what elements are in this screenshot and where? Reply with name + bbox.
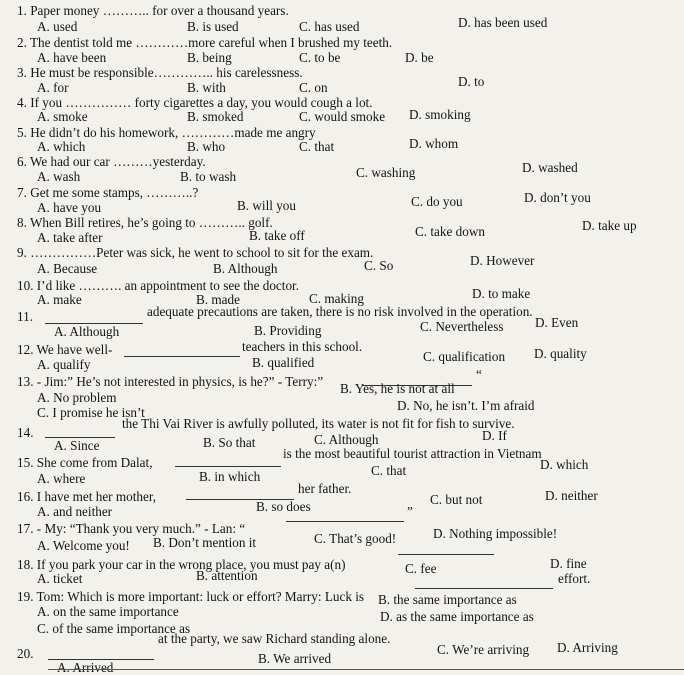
question-19-answer-blank (415, 588, 553, 589)
question-15-option-d: D. which (540, 457, 589, 472)
question-20-option-b: B. We arrived (258, 651, 332, 666)
question-10-option-d: D. to make (472, 286, 531, 301)
question-13-option-d: D. No, he isn’t. I’m afraid (397, 398, 535, 413)
question-2-option-a: A. have been (37, 50, 107, 65)
question-11-option-d: D. Even (535, 315, 579, 330)
question-14-stem-rest: the Thi Vai River is awfully polluted, its water is not fit for fish to survive. (122, 416, 515, 431)
question-2-option-b: B. being (187, 50, 232, 65)
question-11-option-b: B. Providing (254, 323, 322, 338)
question-12-stem-rest: teachers in this school. (242, 339, 363, 354)
question-8-option-a: A. take after (37, 230, 103, 245)
question-16-option-b: B. so does (256, 499, 311, 514)
question-1-stem: 1. Paper money ……….. for over a thousand years. (17, 3, 289, 18)
question-16-option-d: D. neither (545, 488, 598, 503)
question-5-option-b: B. who (187, 139, 226, 154)
question-14-stem: 14. (17, 425, 34, 440)
question-12-answer-blank (124, 356, 240, 357)
question-9-option-d: D. However (470, 253, 535, 268)
question-6-option-c: C. washing (356, 165, 416, 180)
question-6-stem: 6. We had our car ………yesterday. (17, 154, 206, 169)
question-17-option-a: A. Welcome you! (37, 538, 130, 553)
question-5-option-a: A. which (37, 139, 86, 154)
question-13-option-a: A. No problem (37, 390, 117, 405)
question-9-option-b: B. Although (213, 261, 278, 276)
question-20-option-a: A. Arrived (57, 660, 114, 675)
question-11-option-c: C. Nevertheless (420, 319, 504, 334)
question-7-option-c: C. do you (411, 194, 463, 209)
question-2-option-c: C. to be (299, 50, 341, 65)
question-17-answer-blank (286, 521, 404, 522)
question-17-stem: 17. - My: “Thank you very much.” - Lan: “ (17, 521, 246, 536)
question-13-stem: 13. - Jim:” He’s not interested in physics, is he?” - Terry:” (17, 374, 324, 389)
question-17-closing-quote: ” (407, 504, 413, 519)
question-15-stem-rest: is the most beautiful tourist attraction in Vietnam (283, 446, 542, 461)
question-18-option-a: A. ticket (37, 571, 83, 586)
question-19-option-a: A. on the same importance (37, 604, 179, 619)
question-9-stem: 9. ……………Peter was sick, he went to school to sit for the exam. (17, 245, 374, 260)
question-4-stem: 4. If you …………… forty cigarettes a day, you would cough a lot. (17, 95, 373, 110)
question-5-option-c: C. that (299, 139, 335, 154)
question-18-option-d: D. fine (550, 556, 587, 571)
question-14-option-a: A. Since (54, 438, 100, 453)
question-1-option-c: C. has used (299, 19, 360, 34)
question-19-option-d: D. as the same importance as (380, 609, 534, 624)
question-16-stem-rest: her father. (298, 481, 352, 496)
question-12-option-a: A. qualify (37, 357, 91, 372)
question-20-option-d: D. Arriving (557, 640, 618, 655)
question-11-stem: 11. (17, 309, 33, 324)
question-2-stem: 2. The dentist told me …………more careful when I brushed my teeth. (17, 35, 393, 50)
question-15-answer-blank (175, 466, 281, 467)
question-6-option-b: B. to wash (180, 169, 237, 184)
question-20-stem-rest: at the party, we saw Richard standing alone. (158, 631, 391, 646)
question-10-option-a: A. make (37, 292, 82, 307)
question-8-option-c: C. take down (415, 224, 485, 239)
question-20-stem: 20. (17, 646, 34, 661)
question-18-stem: 18. If you park your car in the wrong place, you must pay a(n) (17, 557, 346, 572)
question-3-option-a: A. for (37, 80, 69, 95)
question-6-option-d: D. washed (522, 160, 578, 175)
question-18-option-c: C. fee (405, 561, 437, 576)
question-7-option-d: D. don’t you (524, 190, 591, 205)
question-20-option-c: C. We’re arriving (437, 642, 530, 657)
question-12-stem: 12. We have well- (17, 342, 113, 357)
question-4-option-d: D. smoking (409, 107, 471, 122)
question-5-option-d: D. whom (409, 136, 459, 151)
question-1-option-d: D. has been used (458, 15, 548, 30)
question-4-option-c: C. would smoke (299, 109, 386, 124)
question-18-option-b: B. attention (196, 568, 258, 583)
question-14-option-d: D. If (482, 428, 507, 443)
question-15-option-a: A. where (37, 471, 86, 486)
question-3-stem: 3. He must be responsible………….. his carelessness. (17, 65, 303, 80)
question-18-answer-blank (398, 554, 494, 555)
question-14-option-b: B. So that (203, 435, 256, 450)
question-9-option-a: A. Because (37, 261, 98, 276)
question-3-option-b: B. with (187, 80, 226, 95)
question-19-option-b: B. the same importance as (378, 592, 517, 607)
question-16-option-a: A. and neither (37, 504, 113, 519)
question-5-stem: 5. He didn’t do his homework, …………made me angry (17, 125, 316, 140)
question-11-option-a: A. Although (54, 324, 120, 339)
question-15-option-b: B. in which (199, 469, 261, 484)
question-3-option-d: D. to (458, 74, 485, 89)
question-16-option-c: C. but not (430, 492, 483, 507)
question-19-option-c: C. of the same importance as (37, 621, 191, 636)
question-17-option-b: B. Don’t mention it (153, 535, 257, 550)
question-17-option-d: D. Nothing impossible! (433, 526, 558, 541)
question-2-option-d: D. be (405, 50, 434, 65)
question-11-stem-rest: adequate precautions are taken, there is no risk involved in the operation. (147, 304, 533, 319)
question-17-option-c: C. That’s good! (314, 531, 397, 546)
question-9-option-c: C. So (364, 258, 394, 273)
question-12-option-d: D. quality (534, 346, 587, 361)
bottom-rule (48, 669, 684, 670)
question-4-option-a: A. smoke (37, 109, 88, 124)
question-15-stem: 15. She come from Dalat, (17, 455, 153, 470)
question-7-stem: 7. Get me some stamps, ………..? (17, 185, 199, 200)
question-8-option-b: B. take off (249, 228, 305, 243)
question-15-option-c: C. that (371, 463, 407, 478)
question-10-stem: 10. I’d like ………. an appointment to see the doctor. (17, 278, 300, 293)
question-4-option-b: B. smoked (187, 109, 244, 124)
question-19-stem-rest: effort. (558, 571, 591, 586)
question-8-stem: 8. When Bill retires, he’s going to ……….. golf. (17, 215, 273, 230)
question-13-closing-quote: “ (476, 367, 482, 382)
question-13-option-c: C. I promise he isn’t (37, 405, 145, 420)
question-3-option-c: C. on (299, 80, 328, 95)
question-19-stem: 19. Tom: Which is more important: luck or effort? Marry: Luck is (17, 589, 365, 604)
question-7-option-b: B. will you (237, 198, 296, 213)
question-10-option-c: C. making (309, 291, 364, 306)
question-8-option-d: D. take up (582, 218, 637, 233)
question-16-stem: 16. I have met her mother, (17, 489, 156, 504)
question-1-option-a: A. used (37, 19, 78, 34)
question-1-option-b: B. is used (187, 19, 239, 34)
question-12-option-c: C. qualification (423, 349, 506, 364)
question-13-option-b: B. Yes, he is not at all (340, 381, 455, 396)
question-6-option-a: A. wash (37, 169, 81, 184)
question-10-option-b: B. made (196, 292, 240, 307)
question-7-option-a: A. have you (37, 200, 102, 215)
question-14-option-c: C. Although (314, 432, 379, 447)
question-12-option-b: B. qualified (252, 355, 315, 370)
